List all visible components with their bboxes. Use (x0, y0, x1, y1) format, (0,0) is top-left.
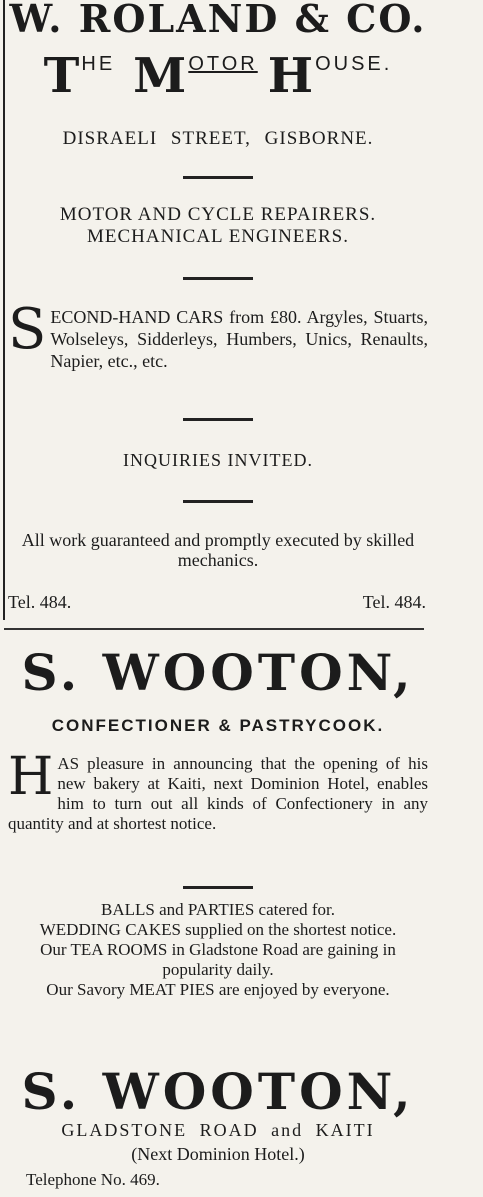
wooton-name-repeat: S. WOOTON, (21, 1062, 415, 1121)
intro-dropcap: H (8, 747, 54, 807)
roland-ad (8, 0, 428, 41)
cars-dropcap: S (8, 297, 47, 362)
wooton-ad (8, 643, 428, 702)
column-border (3, 0, 5, 620)
ad-separator (4, 628, 424, 630)
roland-address: DISRAELI STREET, GISBORNE. (62, 128, 374, 149)
roland-name: W. ROLAND & CO. (9, 0, 427, 41)
wooton-address-note: (Next Dominion Hotel.) (131, 1144, 305, 1164)
wooton-telephone: Telephone No. 469. (26, 1170, 160, 1189)
tel-right: Tel. 484. (362, 592, 426, 612)
pies-line: Our Savory MEAT PIES are enjoyed by everyone. (46, 980, 390, 999)
house-word-2: OTOR (188, 53, 258, 75)
house-initial-1: T (43, 48, 82, 104)
divider-5 (8, 886, 428, 889)
cars-paragraph (8, 297, 428, 372)
motor-house-heading (8, 48, 428, 104)
divider-1 (8, 176, 428, 179)
tea-line: Our TEA ROOMS in Gladstone Road are gaining in popularity daily. (40, 940, 396, 979)
intro-text: AS pleasure in announcing that the opening of his new bakery at Kaiti, next Dominion Hotel, enables him to turn out all kinds of Confectionery in any quantity and at shortest notice. (8, 754, 428, 833)
wooton-footer (8, 1062, 428, 1121)
house-word-1: HE (81, 53, 116, 75)
wooton-address: GLADSTONE ROAD and KAITI (61, 1120, 375, 1140)
roland-services (8, 204, 428, 248)
house-initial-2: M (133, 48, 189, 104)
wooton-intro (8, 747, 428, 834)
services-line-2: MECHANICAL ENGINEERS. (86, 226, 349, 247)
wooton-notices (8, 900, 428, 1000)
wooton-trade: CONFECTIONER & PASTRYCOOK. (51, 716, 385, 735)
house-initial-3: H (267, 48, 316, 104)
roland-telephone-row (8, 592, 428, 613)
tel-left: Tel. 484. (8, 592, 72, 612)
cars-text: ECOND-HAND CARS from £80. Argyles, Stuarts, Wolseleys, Sidderleys, Humbers, Unics, Renaults, Napier, etc., etc. (50, 307, 428, 371)
balls-line: BALLS and PARTIES catered for. (101, 900, 335, 919)
divider-2 (8, 277, 428, 280)
wooton-name: S. WOOTON, (21, 643, 415, 702)
divider-3 (8, 418, 428, 421)
divider-4 (8, 500, 428, 503)
services-line-1: MOTOR AND CYCLE REPAIRERS. (59, 204, 377, 225)
house-word-3: OUSE. (315, 53, 393, 75)
guarantee-text: All work guaranteed and promptly executed by skilled mechanics. (21, 530, 415, 570)
inquiries-line: INQUIRIES INVITED. (123, 450, 313, 470)
wedding-line: WEDDING CAKES supplied on the shortest notice. (39, 920, 397, 939)
